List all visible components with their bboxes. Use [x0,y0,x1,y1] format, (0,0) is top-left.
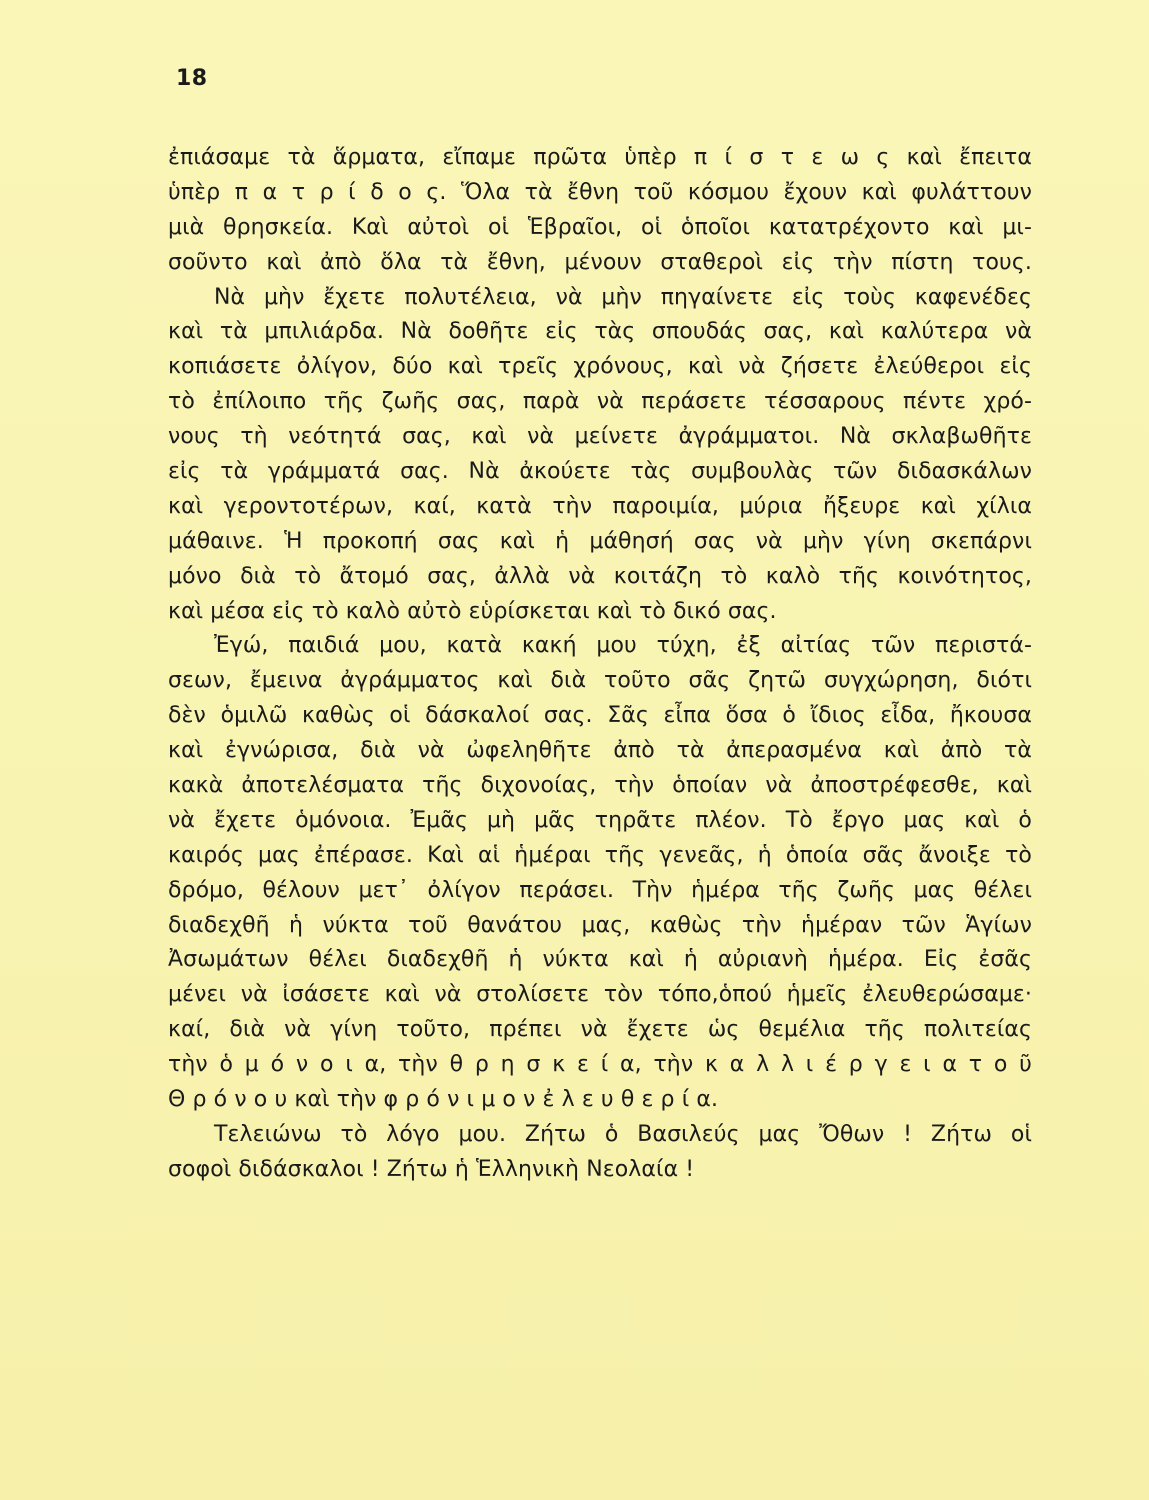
text-line: τὸ ἐπίλοιπο τῆς ζωῆς σας, παρὰ νὰ περάσετε τέσσαρους πέντε χρό- [168,389,1032,415]
text-line: Ἐγώ, παιδιά μου, κατὰ κακή μου τύχη, ἐξ αἰτίας τῶν περιστά- [214,633,1032,659]
text-line: κακὰ ἀποτελέσματα τῆς διχονοίας, τὴν ὁποίαν νὰ ἀποστρέφεσθε, καὶ [168,773,1032,799]
text-line: μόνο διὰ τὸ ἄτομό σας, ἀλλὰ νὰ κοιτάζη τὸ καλὸ τῆς κοινότητος, [168,563,1032,589]
text-line: δρόμο, θέλουν μετ᾽ ὀλίγον περάσει. Τὴν ἡμέρα τῆς ζωῆς μας θέλει [168,877,1032,903]
text-line: δὲν ὁμιλῶ καθὼς οἱ δάσκαλοί σας. Σᾶς εἶπα ὅσα ὁ ἴδιος εἶδα, ἤκουσα [168,703,1032,729]
text-line: καὶ μέσα εἰς τὸ καλὸ αὐτὸ εὑρίσκεται καὶ τὸ δικό σας. [168,598,777,624]
text-line: μιὰ θρησκεία. Καὶ αὐτοὶ οἱ Ἑβραῖοι, οἱ ὁποῖοι κατατρέχοντο καὶ μι- [168,214,1032,240]
text-line: καὶ γεροντοτέρων, καί, κατὰ τὴν παροιμία, μύρια ἤξευρε καὶ χίλια [168,493,1032,519]
text-line: ἐπιάσαμε τὰ ἅρματα, εἴπαμε πρῶτα ὑπὲρ π ί σ τ ε ω ς καὶ ἔπειτα [168,145,1032,170]
text-line: καιρός μας ἐπέρασε. Καὶ αἱ ἡμέραι τῆς γενεᾶς, ἡ ὁποία σᾶς ἄνοιξε τὸ [168,842,1032,868]
text-line: μάθαινε. Ἡ προκοπή σας καὶ ἡ μάθησή σας νὰ μὴν γίνη σκεπάρνι [168,528,1032,554]
text-line: Θ ρ ό ν ο υ καὶ τὴν φ ρ ό ν ι μ ο ν ἐ λ ε υ θ ε ρ ί α. [168,1087,719,1113]
text-line: σεων, ἔμεινα ἀγράμματος καὶ διὰ τοῦτο σᾶς ζητῶ συγχώρηση, διότι [168,668,1032,694]
text-line: μένει νὰ ἰσάσετε καὶ νὰ στολίσετε τὸν τόπο,ὁπού ἡμεῖς ἐλευθερώσαμε· [168,982,1032,1008]
text-line: σοῦντο καὶ ἀπὸ ὅλα τὰ ἔθνη, μένουν σταθεροὶ εἰς τὴν πίστη τους. [168,249,1032,275]
text-line: Τελειώνω τὸ λόγο μου. Ζήτω ὁ Βασιλεύς μας Ὄθων ! Ζήτω οἱ [214,1121,1032,1147]
body-text [168,141,1032,1188]
text-line: κοπιάσετε ὀλίγον, δύο καὶ τρεῖς χρόνους, καὶ νὰ ζήσετε ἐλεύθεροι εἰς [168,354,1032,380]
text-line: Ἀσωμάτων θέλει διαδεχθῆ ἡ νύκτα καὶ ἡ αὐριανὴ ἡμέρα. Εἰς ἐσᾶς [168,947,1032,973]
text-line: νους τὴ νεότητά σας, καὶ νὰ μείνετε ἀγράμματοι. Νὰ σκλαβωθῆτε [168,424,1032,450]
text-line: νὰ ἔχετε ὁμόνοια. Ἐμᾶς μὴ μᾶς τηρᾶτε πλέον. Τὸ ἔργο μας καὶ ὁ [168,807,1032,833]
text-line: καὶ ἐγνώρισα, διὰ νὰ ὠφεληθῆτε ἀπὸ τὰ ἀπερασμένα καὶ ἀπὸ τὰ [168,738,1032,764]
text-line: ὑπὲρ π α τ ρ ί δ ο ς. Ὅλα τὰ ἔθνη τοῦ κόσμου ἔχουν καὶ φυλάττουν [168,179,1032,205]
text-line: Νὰ μὴν ἔχετε πολυτέλεια, νὰ μὴν πηγαίνετε εἰς τοὺς καφενέδες [214,284,1032,310]
text-line: καί, διὰ νὰ γίνη τοῦτο, πρέπει νὰ ἔχετε ὡς θεμέλια τῆς πολιτείας [168,1017,1032,1043]
page-number: 18 [176,66,208,91]
text-line: σοφοὶ διδάσκαλοι ! Ζήτω ἡ Ἑλληνικὴ Νεολαία ! [168,1156,695,1182]
text-line: εἰς τὰ γράμματά σας. Νὰ ἀκούετε τὰς συμβουλὰς τῶν διδασκάλων [168,459,1032,485]
text-line: διαδεχθῆ ἡ νύκτα τοῦ θανάτου μας, καθὼς τὴν ἡμέραν τῶν Ἁγίων [168,912,1032,938]
text-line: τὴν ὁ μ ό ν ο ι α, τὴν θ ρ η σ κ ε ί α, τὴν κ α λ λ ι έ ρ γ ε ι α τ ο ῦ [168,1052,1032,1078]
text-line: καὶ τὰ μπιλιάρδα. Νὰ δοθῆτε εἰς τὰς σπουδάς σας, καὶ καλύτερα νὰ [168,319,1032,345]
